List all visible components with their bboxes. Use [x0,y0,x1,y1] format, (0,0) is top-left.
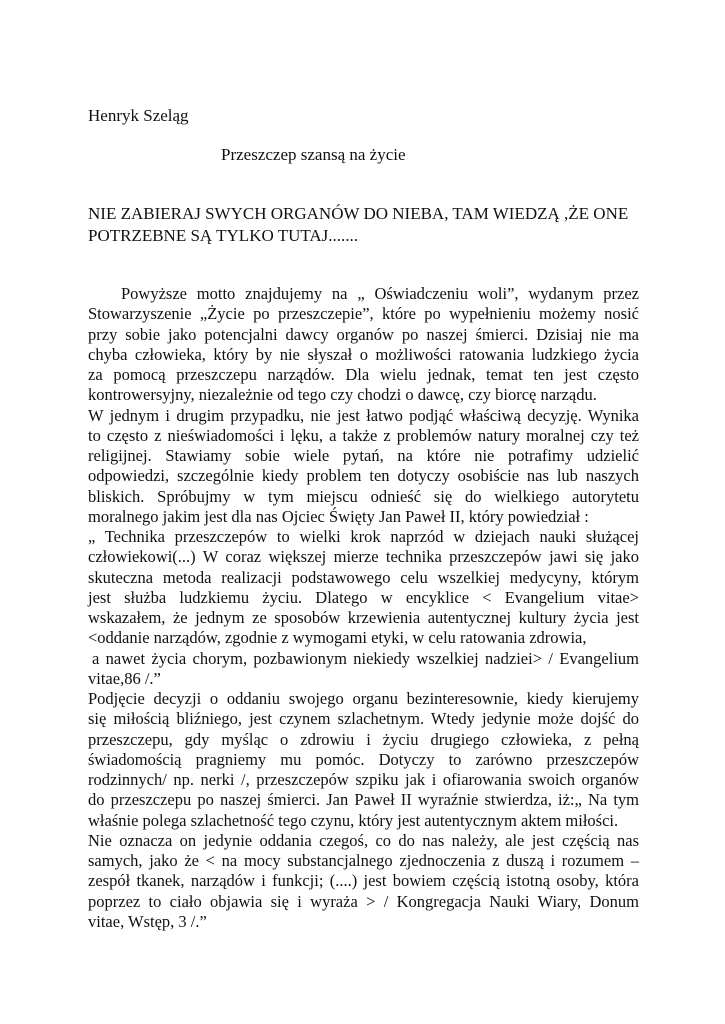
body-line: chyba człowieka, który by nie słyszał o możliwości ratowania ludzkiego życia [88,344,639,364]
body-line: Stowarzyszenie „Życie po przeszczepie”, które po wypełnieniu możemy nosić [88,304,639,324]
body-line: bliskich. Spróbujmy w tym miejscu odnieść się do wielkiego autorytetu [88,486,639,506]
body-line: vitae,86 /.” [88,668,161,688]
body-line: religijnej. Stawiamy sobie wiele pytań, na które nie potrafimy udzielić [88,446,639,465]
body-line: zespół tkanek, narządów i funkcji; (....) jest bowiem częścią istotną osoby, która [88,871,639,891]
body-line: rodzinnych/ np. nerki /, przeszczepów szpiku jak i ofiarowania swoich organów [88,770,639,789]
author-name: Henryk Szeląg [88,106,189,125]
body-line: Podjęcie decyzji o oddaniu swojego organu bezinteresownie, kiedy kierujemy [88,689,639,708]
body-line: przeszczepu, gdy myśląc o zdrowiu i życiu drugiego człowieka, z pełną [88,729,639,749]
body-line: człowiekowi(...) W coraz większej mierze technika przeszczepów jawi się jako [88,547,639,567]
body-line: wskazałem, że jednym ze sposobów krzewienia autentycznej kultury życia jest [88,608,639,627]
document-title: Przeszczep szansą na życie [221,145,406,164]
body-line: moralnego jakim jest dla nas Ojciec Święty Jan Paweł II, który powiedział : [88,506,589,526]
body-line: jest służba ludzkiemu życiu. Dlatego w encyklice < Evangelium vitae> [88,587,639,607]
motto-line: POTRZEBNE SĄ TYLKO TUTAJ....... [88,226,359,245]
body-line: za pomocą przeszczepu narządów. Dla wielu jednak, temat ten jest często [88,365,639,384]
body-line: odpowiedzi, szczególnie kiedy problem ten dotyczy osobiście nas lub naszych [88,466,639,486]
body-line: poprzez to ciało objawia się i wyraża > / Kongregacja Nauki Wiary, Donum [88,891,639,911]
body-line: właśnie polega szlachetność tego czynu, który jest autentycznym aktem miłości. [88,810,619,830]
body-line: „ Technika przeszczepów to wielki krok naprzód w dziejach nauki służącej [88,527,639,546]
motto-line: NIE ZABIERAJ SWYCH ORGANÓW DO NIEBA, TAM WIEDZĄ ,ŻE ONE [88,204,629,223]
body-line: vitae, Wstęp, 3 /.” [88,911,207,931]
body-line: przy sobie jako potencjalni dawcy organów po naszej śmierci. Dzisiaj nie ma [88,324,639,344]
body-line: a nawet życia chorym, pozbawionym niekiedy wszelkiej nadziei> / Evangelium [92,648,639,668]
body-line: się miłością bliźniego, jest czynem szlachetnym. Wtedy jedynie może dojść do [88,709,639,729]
motto [88,203,648,247]
body-line: to często z nieświadomości i lęku, a także z problemów natury moralnej czy też [88,425,639,445]
body-line: <oddanie narządów, zgodnie z wymogami etyki, w celu ratowania zdrowia, [88,628,587,648]
body-line: świadomością pragniemy mu pomóc. Dotyczy to zarówno przeszczepów [88,749,639,769]
body-line: do przeszczepu po naszej śmierci. Jan Paweł II wyraźnie stwierdza, iż:„ Na tym [88,790,639,810]
body-line: skuteczna metoda realizacji podstawowego celu wszelkiej medycyny, którym [88,567,639,587]
body-line: W jednym i drugim przypadku, nie jest łatwo podjąć właściwą decyzję. Wynika [88,405,639,425]
body-line: Powyższe motto znajdujemy na „ Oświadczeniu woli”, wydanym przez [121,284,639,303]
body-line: Nie oznacza on jedynie oddania czegoś, co do nas należy, ale jest częścią nas [88,830,639,850]
body-line: samych, jako że < na mocy substancjalnego zjednoczenia z duszą i rozumem – [88,851,639,870]
body-line: kontrowersyjny, niezależnie od tego czy chodzi o dawcę, czy biorcę narządu. [88,385,597,405]
body-text [88,284,639,932]
